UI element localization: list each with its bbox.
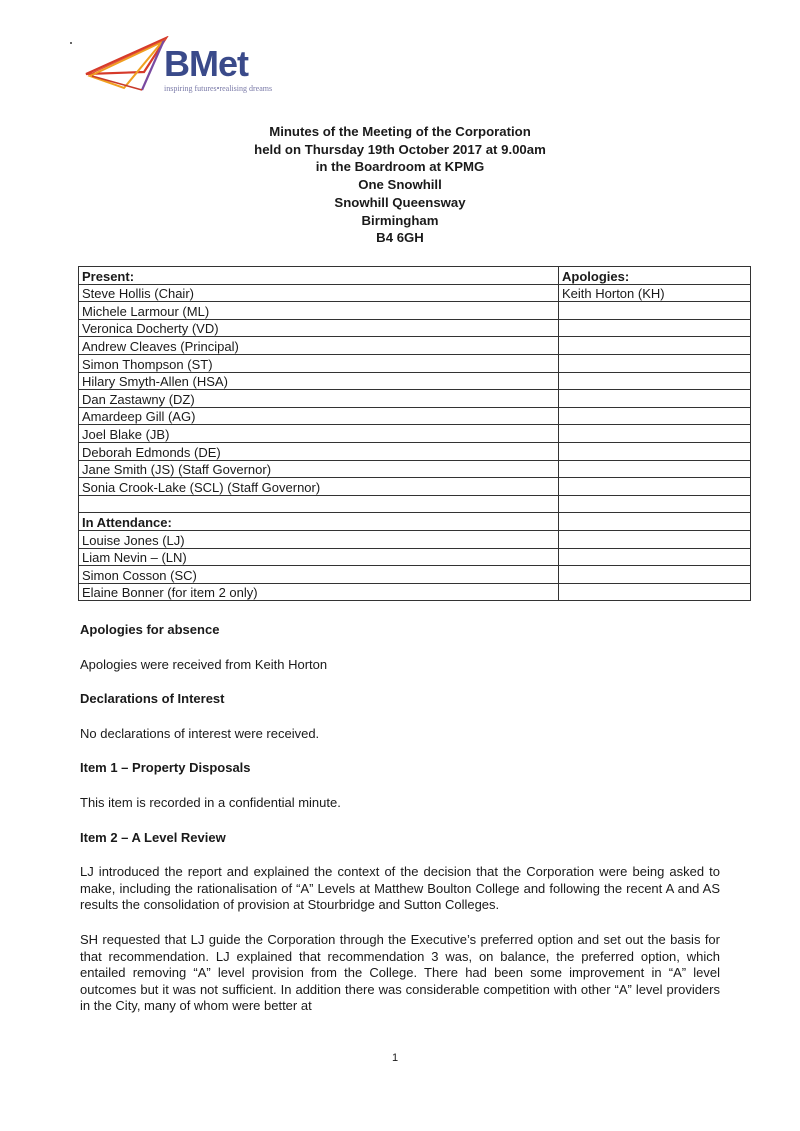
table-row [79,267,751,285]
table-row [79,337,751,355]
heading-line: One Snowhill [358,177,442,193]
section-paragraph: LJ introduced the report and explained the context of the decision that the Corporation were being asked to make, including the rationalisation of “A” Levels at Matthew Boulton College and following the recent A and AS results the consolidation of provision at Stourbridge and Sutton Colleges. [80,864,720,913]
present-member: Amardeep Gill (AG) [79,407,559,425]
empty-cell [559,495,751,513]
table-row [79,530,751,548]
bmet-logo [84,36,304,98]
logo-tagline: inspiring futures•realising dreams [164,84,273,93]
empty-cell [79,495,559,513]
attendee: Liam Nevin – (LN) [79,548,559,566]
empty-cell [559,460,751,478]
attendee: Louise Jones (LJ) [79,530,559,548]
section-heading: Apologies for absence [80,622,220,637]
logo-arrow-mark-icon [84,36,174,96]
table-row [79,513,751,531]
empty-cell [559,337,751,355]
table-row [79,495,751,513]
present-member: Simon Thompson (ST) [79,354,559,372]
present-member: Andrew Cleaves (Principal) [79,337,559,355]
empty-cell [559,372,751,390]
heading-line: Snowhill Queensway [334,194,466,210]
attendance-table [78,266,751,601]
minutes-body [80,622,720,1015]
section-paragraph: SH requested that LJ guide the Corporation through the Executive’s preferred option and set out the basis for that recommendation. LJ explained that recommendation 3 was, on balance, the preferred option, which entailed removing “A” level provision from the College. There had been some improvement in “A” level outcomes but it was not sufficient. In addition there was considerable competition with other “A” level providers in the City, many of whom were better at [80,931,720,1014]
heading-line: in the Boardroom at KPMG [315,159,485,175]
present-member: Deborah Edmonds (DE) [79,442,559,460]
table-row [79,284,751,302]
scan-speck [70,42,72,44]
section-heading: Item 2 – A Level Review [80,829,226,845]
empty-cell [559,513,751,531]
table-row [79,460,751,478]
section-paragraph: No declarations of interest were received. [80,725,320,741]
table-row [79,478,751,496]
heading-line: B4 6GH [376,230,424,246]
present-member: Jane Smith (JS) (Staff Governor) [79,460,559,478]
present-member: Steve Hollis (Chair) [79,284,559,302]
empty-cell [559,302,751,320]
heading-line: Minutes of the Meeting of the Corporation [269,124,531,139]
attendee: Elaine Bonner (for item 2 only) [79,583,559,601]
empty-cell [559,442,751,460]
empty-cell [559,319,751,337]
present-member: Sonia Crook-Lake (SCL) (Staff Governor) [79,478,559,496]
apology-member: Keith Horton (KH) [559,284,751,302]
table-row [79,548,751,566]
present-member: Joel Blake (JB) [79,425,559,443]
empty-cell [559,390,751,408]
table-row [79,390,751,408]
present-member: Dan Zastawny (DZ) [79,390,559,408]
empty-cell [559,478,751,496]
present-member: Michele Larmour (ML) [79,302,559,320]
table-row [79,302,751,320]
heading-line: Birmingham [361,212,439,228]
present-member: Hilary Smyth-Allen (HSA) [79,372,559,390]
empty-cell [559,583,751,601]
in-attendance-header: In Attendance: [79,513,559,531]
table-row [79,583,751,601]
section-paragraph: Apologies were received from Keith Horton [80,656,328,672]
attendee: Simon Cosson (SC) [79,566,559,584]
empty-cell [559,425,751,443]
section-heading: Declarations of Interest [80,691,225,707]
logo-wordmark: BMet [164,43,248,84]
minutes-heading [200,123,600,247]
heading-line: held on Thursday 19th October 2017 at 9.00am [254,141,546,157]
present-member: Veronica Docherty (VD) [79,319,559,337]
section-heading: Item 1 – Property Disposals [80,760,251,776]
empty-cell [559,566,751,584]
empty-cell [559,407,751,425]
table-row [79,319,751,337]
empty-cell [559,354,751,372]
page-number: 1 [392,1052,399,1064]
table-row [79,442,751,460]
table-row [79,566,751,584]
table-row [79,354,751,372]
apologies-header: Apologies: [559,267,751,285]
section-paragraph: This item is recorded in a confidential minute. [80,794,341,810]
empty-cell [559,530,751,548]
table-row [79,425,751,443]
table-row [79,407,751,425]
table-row [79,372,751,390]
present-header: Present: [79,267,559,285]
empty-cell [559,548,751,566]
